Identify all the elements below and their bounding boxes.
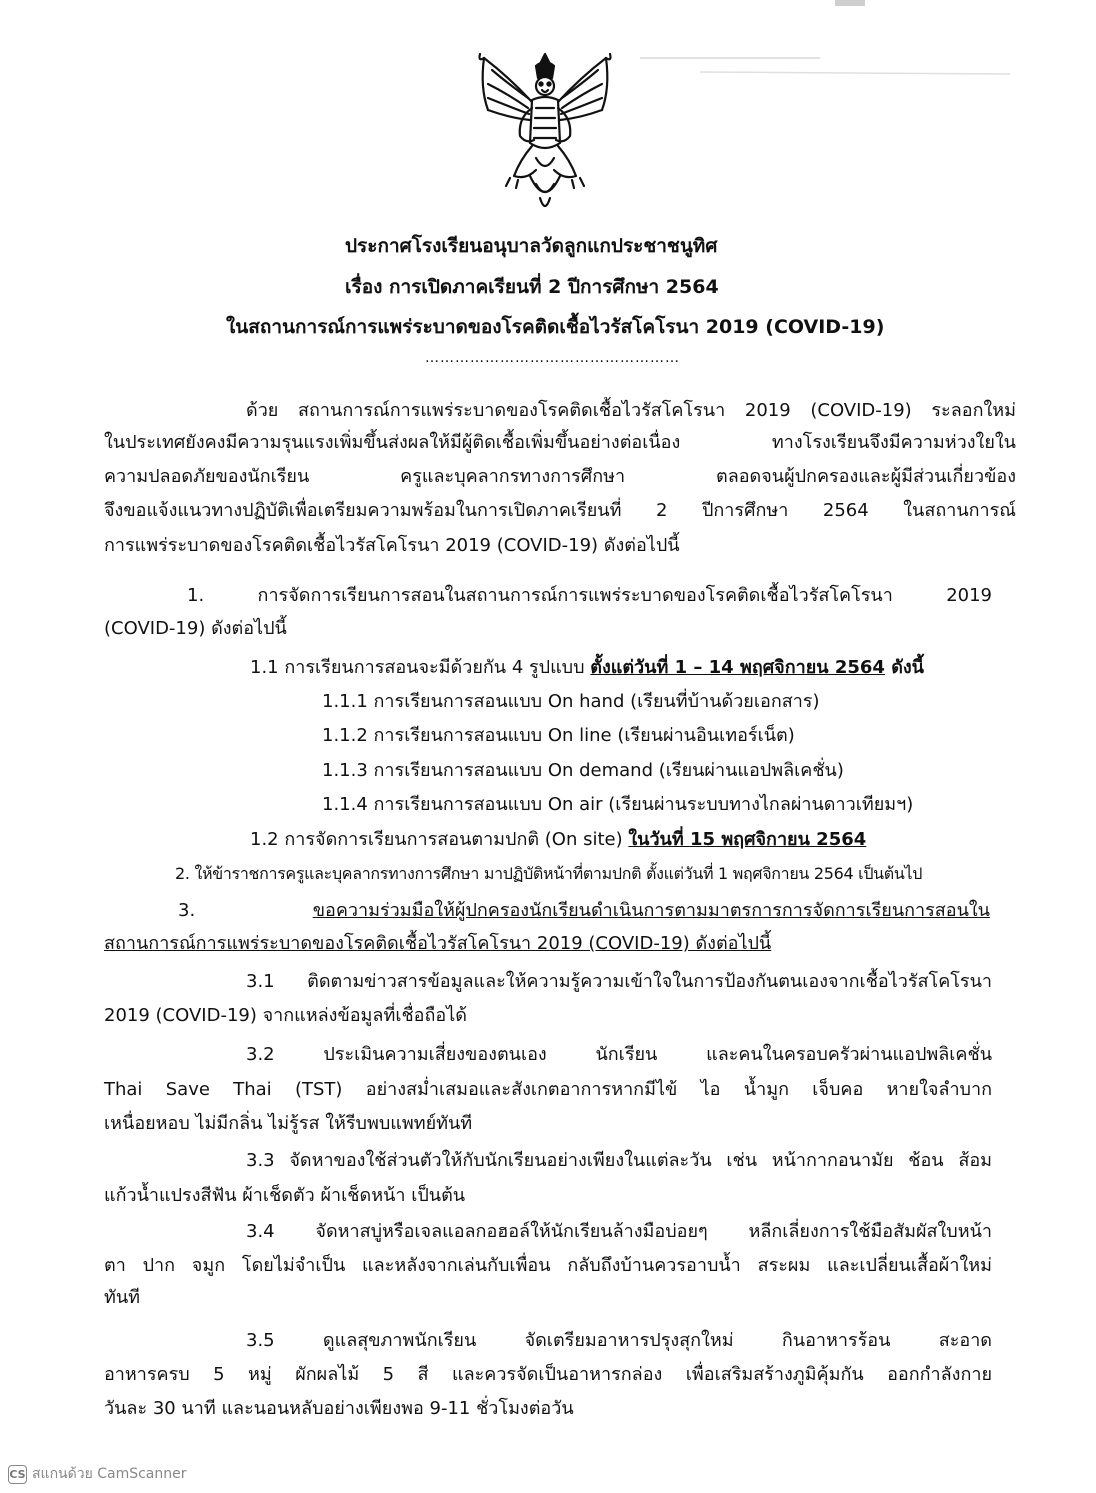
- item-3-heading-text: ขอความร่วมมือให้ผู้ปกครองนักเรียนดำเนินการตามมาตรการการจัดการเรียนการสอนใน: [312, 900, 990, 921]
- camscanner-icon: CS: [8, 1465, 27, 1484]
- intro-line: จึงขอแจ้งแนวทางปฏิบัติเพื่อเตรียมความพร้อมในการเปิดภาคเรียนที่ 2 ปีการศึกษา 2564 ในสถานการณ์: [104, 500, 1016, 521]
- item-1-1-text: 1.1 การเรียนการสอนจะมีด้วยกัน 4 รูปแบบ: [250, 657, 591, 678]
- item-1-2: [250, 827, 866, 853]
- item-1-1-suffix: ดังนี้: [884, 657, 924, 678]
- item-3-3: 3.3 จัดหาของใช้ส่วนตัวให้กับนักเรียนอย่างเพียงในแต่ละวัน เช่น หน้ากากอนามัย ช้อน ส้อม: [246, 1150, 992, 1171]
- item-1-1-date: ตั้งแต่วันที่ 1 – 14 พฤศจิกายน 2564: [590, 657, 885, 678]
- item-3-3-cont: แก้วน้ำแปรงสีฟัน ผ้าเช็ดตัว ผ้าเช็ดหน้า เป็นต้น: [104, 1185, 466, 1206]
- item-2: 2. ให้ข้าราชการครูและบุคลากรทางการศึกษา มาปฏิบัติหน้าที่ตามปกติ ตั้งแต่วันที่ 1 พฤศจิกายน 2564 เป็นต้นไป: [175, 864, 923, 883]
- scan-artifact-top: [835, 0, 865, 10]
- mode-item: 1.1.4 การเรียนการสอนแบบ On air (เรียนผ่านระบบทางไกลผ่านดาวเทียมฯ): [322, 794, 914, 815]
- item-3-1-cont: 2019 (COVID-19) จากแหล่งข้อมูลที่เชื่อถือได้: [104, 1005, 467, 1026]
- item-3-2: 3.2 ประเมินความเสี่ยงของตนเอง นักเรียน และคนในครอบครัวผ่านแอปพลิเคชั่น: [246, 1044, 992, 1065]
- item-1-heading: 1. การจัดการเรียนการสอนในสถานการณ์การแพร่ระบาดของโรคติดเชื้อไวรัสโคโรนา 2019: [187, 585, 992, 606]
- item-3-4-cont: ตา ปาก จมูก โดยไม่จำเป็น และหลังจากเล่นกับเพื่อน กลับถึงบ้านควรอาบน้ำ สระผม และเปลี่ยนเสื้อผ้าใหม่: [104, 1255, 992, 1276]
- intro-line: ความปลอดภัยของนักเรียน ครูและบุคลากรทางการศึกษา ตลอดจนผู้ปกครองและผู้มีส่วนเกี่ยวข้อง: [104, 466, 1016, 487]
- title-separator: ……………………………………………: [425, 350, 680, 366]
- item-3-number: 3.: [178, 900, 313, 921]
- item-3-2-cont: เหนื่อยหอบ ไม่มีกลิ่น ไม่รู้รส ให้รีบพบแพทย์ทันที: [104, 1113, 473, 1134]
- document-title: ประกาศโรงเรียนอนุบาลวัดลูกแกประชาชนูทิศ: [345, 235, 718, 257]
- intro-line: ด้วย สถานการณ์การแพร่ระบาดของโรคติดเชื้อไวรัสโคโรนา 2019 (COVID-19) ระลอกใหม่: [246, 400, 1016, 421]
- item-3-heading-cont: สถานการณ์การแพร่ระบาดของโรคติดเชื้อไวรัสโคโรนา 2019 (COVID-19) ดังต่อไปนี้: [104, 933, 772, 954]
- item-1-heading-cont: (COVID-19) ดังต่อไปนี้: [104, 618, 287, 639]
- item-3-5: 3.5 ดูแลสุขภาพนักเรียน จัดเตรียมอาหารปรุงสุกใหม่ กินอาหารร้อน สะอาด: [246, 1330, 992, 1351]
- intro-line: การแพร่ระบาดของโรคติดเชื้อไวรัสโคโรนา 2019 (COVID-19) ดังต่อไปนี้: [104, 535, 680, 556]
- item-1-2-text: 1.2 การจัดการเรียนการสอนตามปกติ (On site): [250, 829, 629, 850]
- document-subject: เรื่อง การเปิดภาคเรียนที่ 2 ปีการศึกษา 2564: [345, 276, 719, 298]
- camscanner-watermark: [8, 1463, 187, 1485]
- item-1-1: [250, 655, 924, 681]
- mode-item: 1.1.2 การเรียนการสอนแบบ On line (เรียนผ่านอินเทอร์เน็ต): [322, 725, 795, 746]
- scan-artifact-lines: [640, 50, 1020, 90]
- item-3-2-cont: Thai Save Thai (TST) อย่างสม่ำเสมอและสังเกตอาการหากมีไข้ ไอ น้ำมูก เจ็บคอ หายใจลำบาก: [104, 1079, 992, 1100]
- document-subtitle: ในสถานการณ์การแพร่ระบาดของโรคติดเชื้อไวรัสโคโรนา 2019 (COVID-19): [226, 316, 885, 338]
- item-3-5-cont: วันละ 30 นาที และนอนหลับอย่างเพียงพอ 9-11 ชั่วโมงต่อวัน: [104, 1398, 574, 1419]
- camscanner-text: สแกนด้วย CamScanner: [32, 1466, 187, 1482]
- intro-line: ในประเทศยังคงมีความรุนแรงเพิ่มขึ้นส่งผลให้มีผู้ติดเชื้อเพิ่มขึ้นอย่างต่อเนื่อง ทางโรงเรียนจึงมีความห่วงใยใน: [104, 432, 1016, 453]
- item-3-5-cont: อาหารครบ 5 หมู่ ผักผลไม้ 5 สี และควรจัดเป็นอาหารกล่อง เพื่อเสริมสร้างภูมิคุ้มกัน ออกกำลังกาย: [104, 1364, 992, 1385]
- item-1-2-date: ในวันที่ 15 พฤศจิกายน 2564: [628, 829, 867, 850]
- item-3-4: 3.4 จัดหาสบู่หรือเจลแอลกอฮอล์ให้นักเรียนล้างมือบ่อยๆ หลีกเลี่ยงการใช้มือสัมผัสใบหน้า: [246, 1221, 992, 1242]
- item-3-1: 3.1 ติดตามข่าวสารข้อมูลและให้ความรู้ความเข้าใจในการป้องกันตนเองจากเชื้อไวรัสโคโรนา: [246, 971, 992, 992]
- mode-item: 1.1.1 การเรียนการสอนแบบ On hand (เรียนที่บ้านด้วยเอกสาร): [322, 691, 820, 712]
- item-3-heading: [178, 898, 990, 924]
- item-3-4-cont: ทันที: [104, 1287, 141, 1308]
- garuda-emblem-icon: [470, 48, 620, 218]
- mode-item: 1.1.3 การเรียนการสอนแบบ On demand (เรียนผ่านแอปพลิเคชั่น): [322, 760, 844, 781]
